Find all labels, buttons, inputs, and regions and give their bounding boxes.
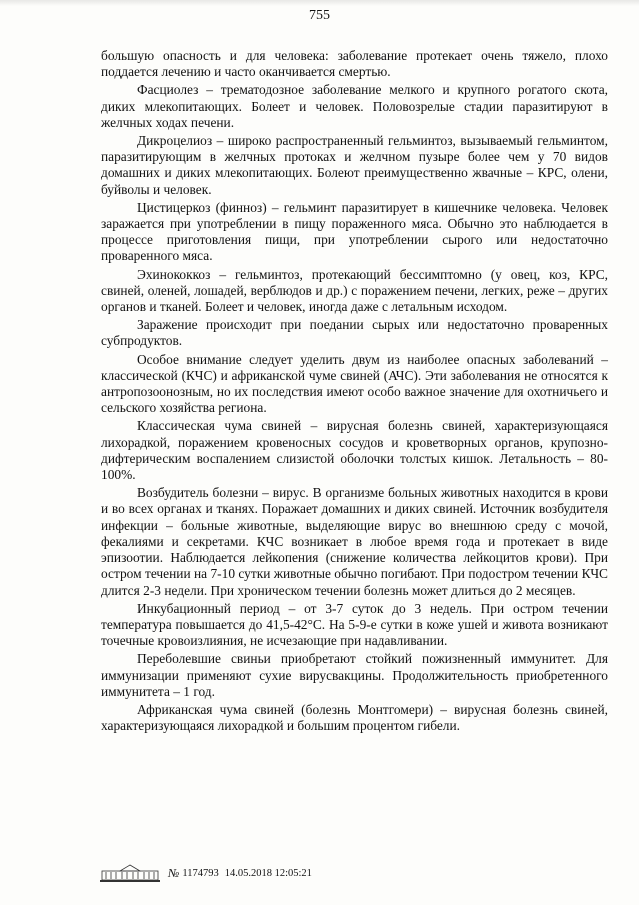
paragraph-swine-fever-intro: Особое внимание следует уделить двум из наиболее опасных заболеваний – классической (КЧС) и африканской чуме свиней (АЧС). Эти заболевания не относятся к антропозоонозным, но их последствия имеют особо важное значение для охотничьего и сельского хозяйства региона. (101, 351, 608, 416)
paragraph-african-swine-fever: Африканская чума свиней (болезнь Монтгомери) – вирусная болезнь свиней, характеризующаяся лихорадкой и большим процентом гибели. (101, 701, 608, 734)
paragraph-continuation: большую опасность и для человека: заболевание протекает очень тяжело, плохо поддается лечению и часто оканчивается смертью. (101, 48, 608, 80)
document-number: 1174793 (182, 867, 219, 879)
paragraph-pathogen: Возбудитель болезни – вирус. В организме больных животных находится в крови и во всех органах и тканях. Поражает домашних и диких свиней. Источник возбудителя инфекции – больные животные, выделяющие вирус во внешнюю среду с мочой, фекалиями и секретами. КЧС возникает в любое время года и протекает в виде эпизоотии. Наблюдается лейкопения (снижение количества лейкоцитов крови). При остром течении на 7-10 сутки животные обычно погибают. При подостром течении КЧС длится 2-3 недели. При хроническом течении болезнь может длиться до 2 месяцев. (101, 485, 608, 598)
page-number: 755 (309, 8, 330, 23)
paragraph-cysticercosis: Цистицеркоз (финноз) – гельминт паразитирует в кишечнике человека. Человек заражается при употреблении в пищу пораженного мяса. Обычно это наблюдается в процессе приготовления пищи, при употреблении сырого или недостаточно проваренного мяса. (101, 199, 608, 264)
library-building-logo (100, 863, 160, 883)
paragraph-immunity: Переболевшие свиньи приобретают стойкий пожизненный иммунитет. Для иммунизации применяют сухие вирусвакцины. Продолжительность приобретенного иммунитета – 1 год. (101, 651, 608, 699)
footer-stamp (100, 862, 312, 884)
paragraph-classical-swine-fever: Классическая чума свиней – вирусная болезнь свиней, характеризующаяся лихорадкой, поражением кровеносных сосудов и кроветворных органов, крупозно-дифтерическим воспалением слизистой оболочки толстых кишок. Летальность – 80-100%. (101, 418, 608, 483)
body-text (101, 48, 608, 736)
paragraph-incubation: Инкубационный период – от 3-7 суток до 3 недель. При остром течении температура повышается до 41,5-42°С. На 5-9-е сутки в коже ушей и живота возникают точечные кровоизлияния, не исчезающие при надавливании. (101, 600, 608, 649)
paragraph-echinococcosis: Эхинококкоз – гельминтоз, протекающий бессимптомно (у овец, коз, КРС, свиней, оленей, лошадей, верблюдов и др.) с поражением печени, легких, реже – других органов и тканей. Болеет и человек, иногда даже с летальным исходом. (101, 266, 608, 315)
document-datetime: 14.05.2018 12:05:21 (224, 867, 312, 879)
scan-edge (0, 0, 639, 6)
number-sign: № (168, 865, 180, 880)
paragraph-dicrocoeliosis: Дикроцелиоз – широко распространенный гельминтоз, вызываемый гельминтом, паразитирующим в желчных протоках и желчном пузыре более чем у 70 видов домашних и диких млекопитающих. Болеют преимущественно жвачные – КРС, олени, буйволы и человек. (101, 133, 608, 197)
paragraph-infection: Заражение происходит при поедании сырых или недостаточно проваренных субпродуктов. (101, 317, 608, 349)
paragraph-fasciolosis: Фасциолез – трематодозное заболевание мелкого и крупного рогатого скота, диких млекопитающих. Болеет и человек. Половозрелые стадии паразитируют в желчных ходах печени. (101, 82, 608, 130)
